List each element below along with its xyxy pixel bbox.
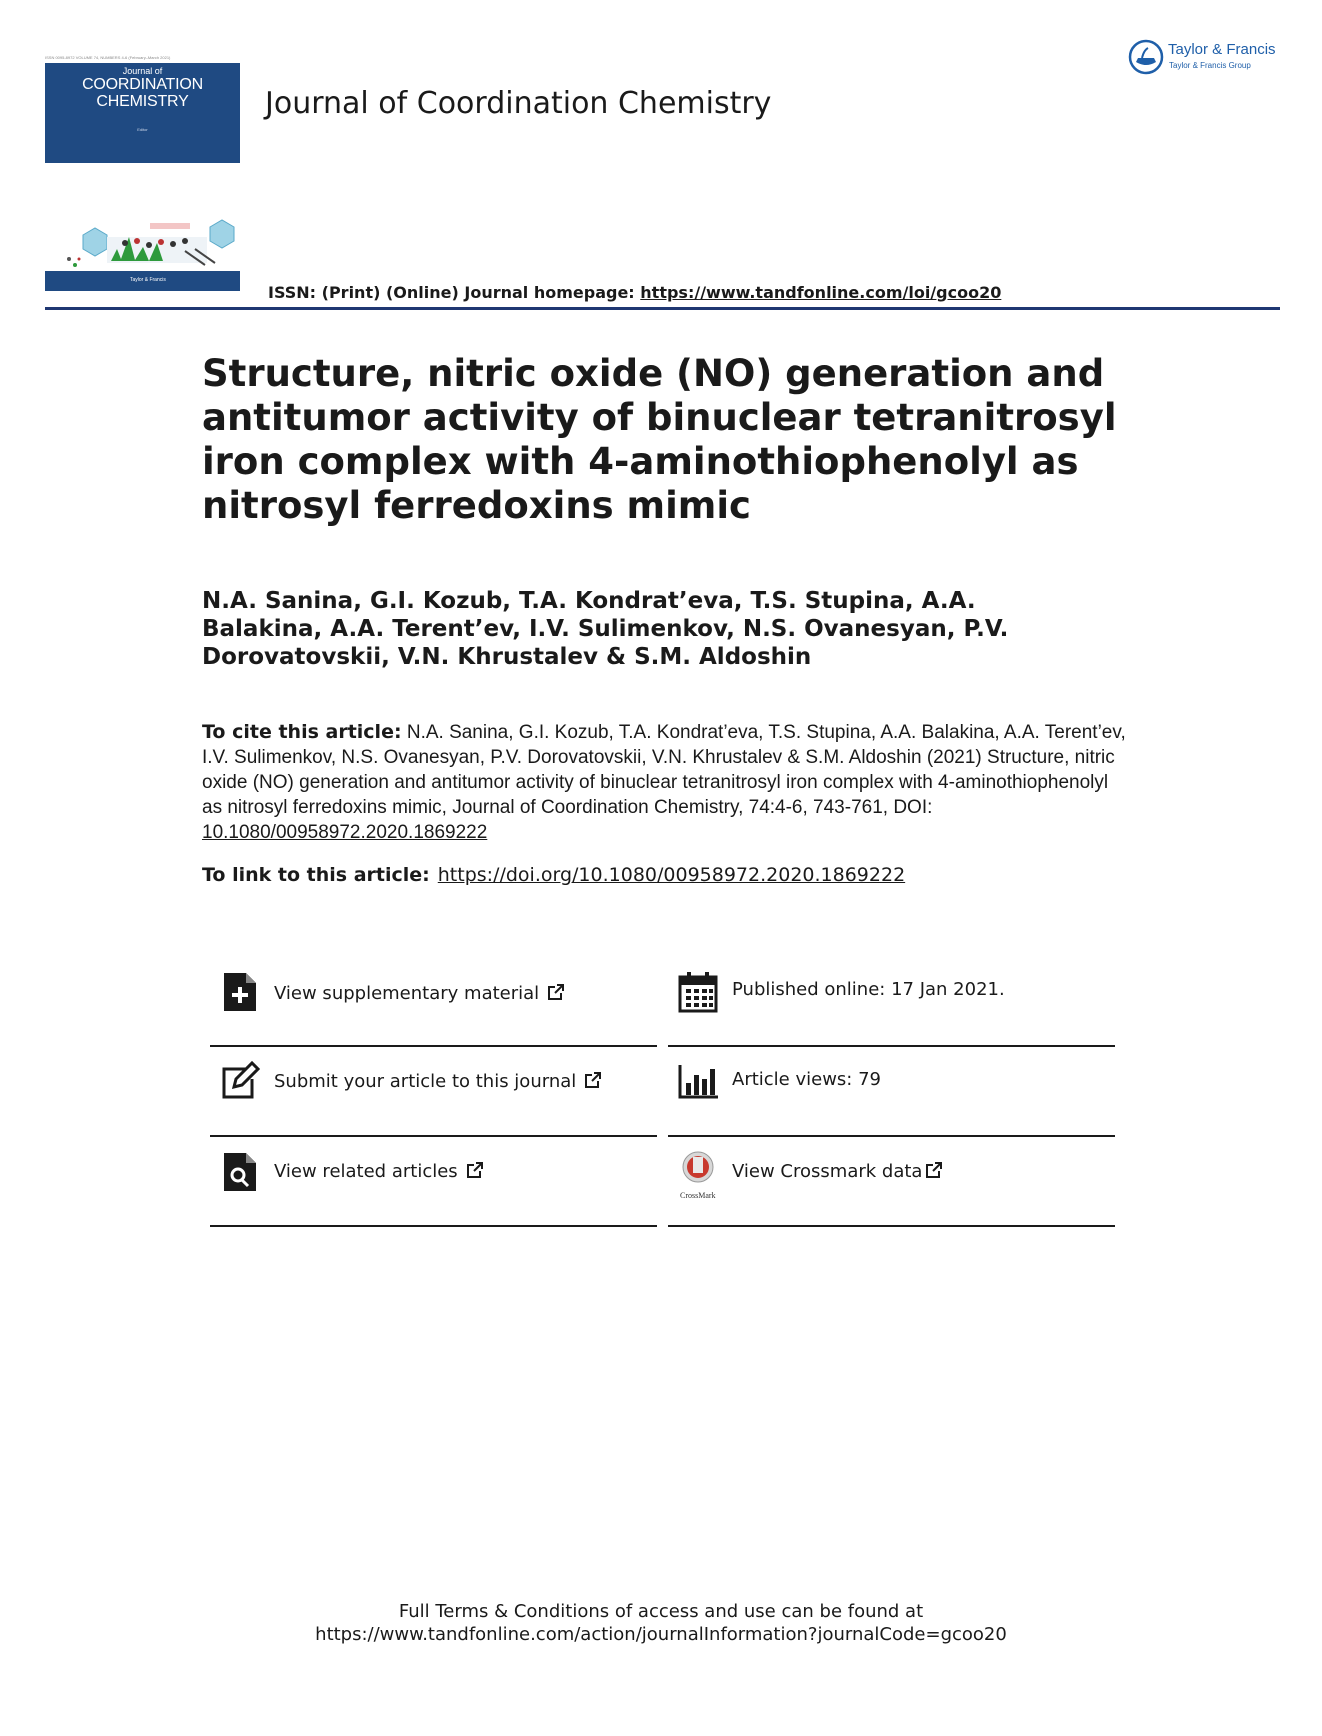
external-link-icon [547, 983, 565, 1001]
header-divider [45, 307, 1280, 310]
cover-artwork [45, 165, 240, 277]
article-link-line [202, 864, 905, 886]
cover-editor-text: Editor [137, 127, 148, 132]
submit-text: Submit your article to this journal [274, 1071, 577, 1092]
issn-label: ISSN: (Print) (Online) Journal homepage: [268, 283, 641, 302]
crossmark-text: View Crossmark data [732, 1161, 923, 1182]
published-label: Published online: 17 Jan 2021. [732, 979, 1005, 1000]
cover-editor-block [45, 113, 240, 163]
cover-issn-line: ISSN 0095-8972 VOLUME 74, NUMBERS 4-6 (February–March 2021) [45, 55, 171, 60]
article-title: Structure, nitric oxide (NO) generation and antitumor activity of binuclear tetranitrosyl iron complex with 4-aminothiophenolyl as nitrosyl ferredoxins mimic [202, 352, 1117, 527]
cover-footer-band [45, 271, 240, 291]
related-label [274, 1161, 484, 1182]
published-online [668, 955, 1115, 1043]
supplementary-label [274, 983, 565, 1004]
journal-title[interactable]: Journal of Coordination Chemistry [265, 86, 772, 121]
footer-line1: Full Terms & Conditions of access and use can be found at [398, 1601, 924, 1622]
cover-journal-of: Journal of [122, 66, 163, 76]
cover-footer-text: Taylor & Francis [130, 277, 166, 283]
cite-doi-link[interactable]: 10.1080/00958972.2020.1869222 [202, 822, 488, 843]
grid-divider [668, 1225, 1115, 1227]
view-supplementary-material[interactable] [210, 955, 657, 1043]
bar-chart-icon [678, 1061, 718, 1103]
cite-label: To cite this article: [202, 721, 402, 743]
crossmark-icon [678, 1151, 718, 1193]
grid-divider [210, 1225, 657, 1227]
link-label: To link to this article: [202, 864, 430, 886]
article-views [668, 1045, 1115, 1133]
edit-icon [220, 1061, 260, 1103]
external-link-icon [925, 1161, 943, 1179]
article-authors: N.A. Sanina, G.I. Kozub, T.A. Kondrat’eva, T.S. Stupina, A.A. Balakina, A.A. Terent’ev, I.V. Sulimenkov, N.S. Ovanesyan, P.V. Dorovatovskii, V.N. Khrustalev & S.M. Aldoshin [202, 588, 1009, 670]
views-label: Article views: 79 [732, 1069, 881, 1090]
footer-terms-url[interactable]: https://www.tandfonline.com/action/journalInformation?journalCode=gcoo20 [315, 1624, 1007, 1645]
search-document-icon [220, 1151, 260, 1193]
external-link-icon [584, 1071, 602, 1089]
file-plus-icon [220, 971, 260, 1013]
supplementary-text: View supplementary material [274, 983, 540, 1004]
calendar-icon [678, 971, 718, 1013]
journal-homepage-link[interactable]: https://www.tandfonline.com/loi/gcoo20 [640, 283, 1002, 302]
publisher-name: Taylor & Francis [1168, 41, 1276, 58]
external-link-icon [466, 1161, 484, 1179]
submit-label [274, 1071, 602, 1092]
terms-footer [0, 1600, 1322, 1646]
submit-article[interactable] [210, 1045, 657, 1133]
view-crossmark-data[interactable] [668, 1135, 1115, 1223]
related-text: View related articles [274, 1161, 458, 1182]
cover-title-line2: CHEMISTRY [96, 93, 189, 110]
citation-block [202, 720, 1132, 845]
crossmark-logo-text: CrossMark [680, 1191, 716, 1200]
journal-cover[interactable] [45, 55, 240, 291]
crossmark-label [732, 1161, 943, 1182]
view-related-articles[interactable] [210, 1135, 657, 1223]
issn-homepage-line [268, 283, 1001, 302]
article-doi-link[interactable]: https://doi.org/10.1080/00958972.2020.1869222 [437, 864, 906, 886]
cover-title-band [45, 63, 240, 113]
publisher-group: Taylor & Francis Group [1169, 61, 1251, 70]
taylor-francis-logo-icon [1128, 38, 1164, 76]
cover-title-line1: COORDINATION [82, 76, 203, 93]
cite-text: N.A. Sanina, G.I. Kozub, T.A. Kondrat’eva, T.S. Stupina, A.A. Balakina, A.A. Terent’ev, I.V. Sulimenkov, N.S. Ovanesyan, P.V. Dorovatovskii, V.N. Khrustalev & S.M. Aldoshin (2021) Structure, nitric oxide (NO) generation and antitumor activity of binuclear tetranitrosyl iron complex with 4-aminothiophenolyl as nitrosyl ferredoxins mimic, Journal of Coordination Chemistry, 74:4-6, 743-761, DOI: [202, 722, 1126, 818]
